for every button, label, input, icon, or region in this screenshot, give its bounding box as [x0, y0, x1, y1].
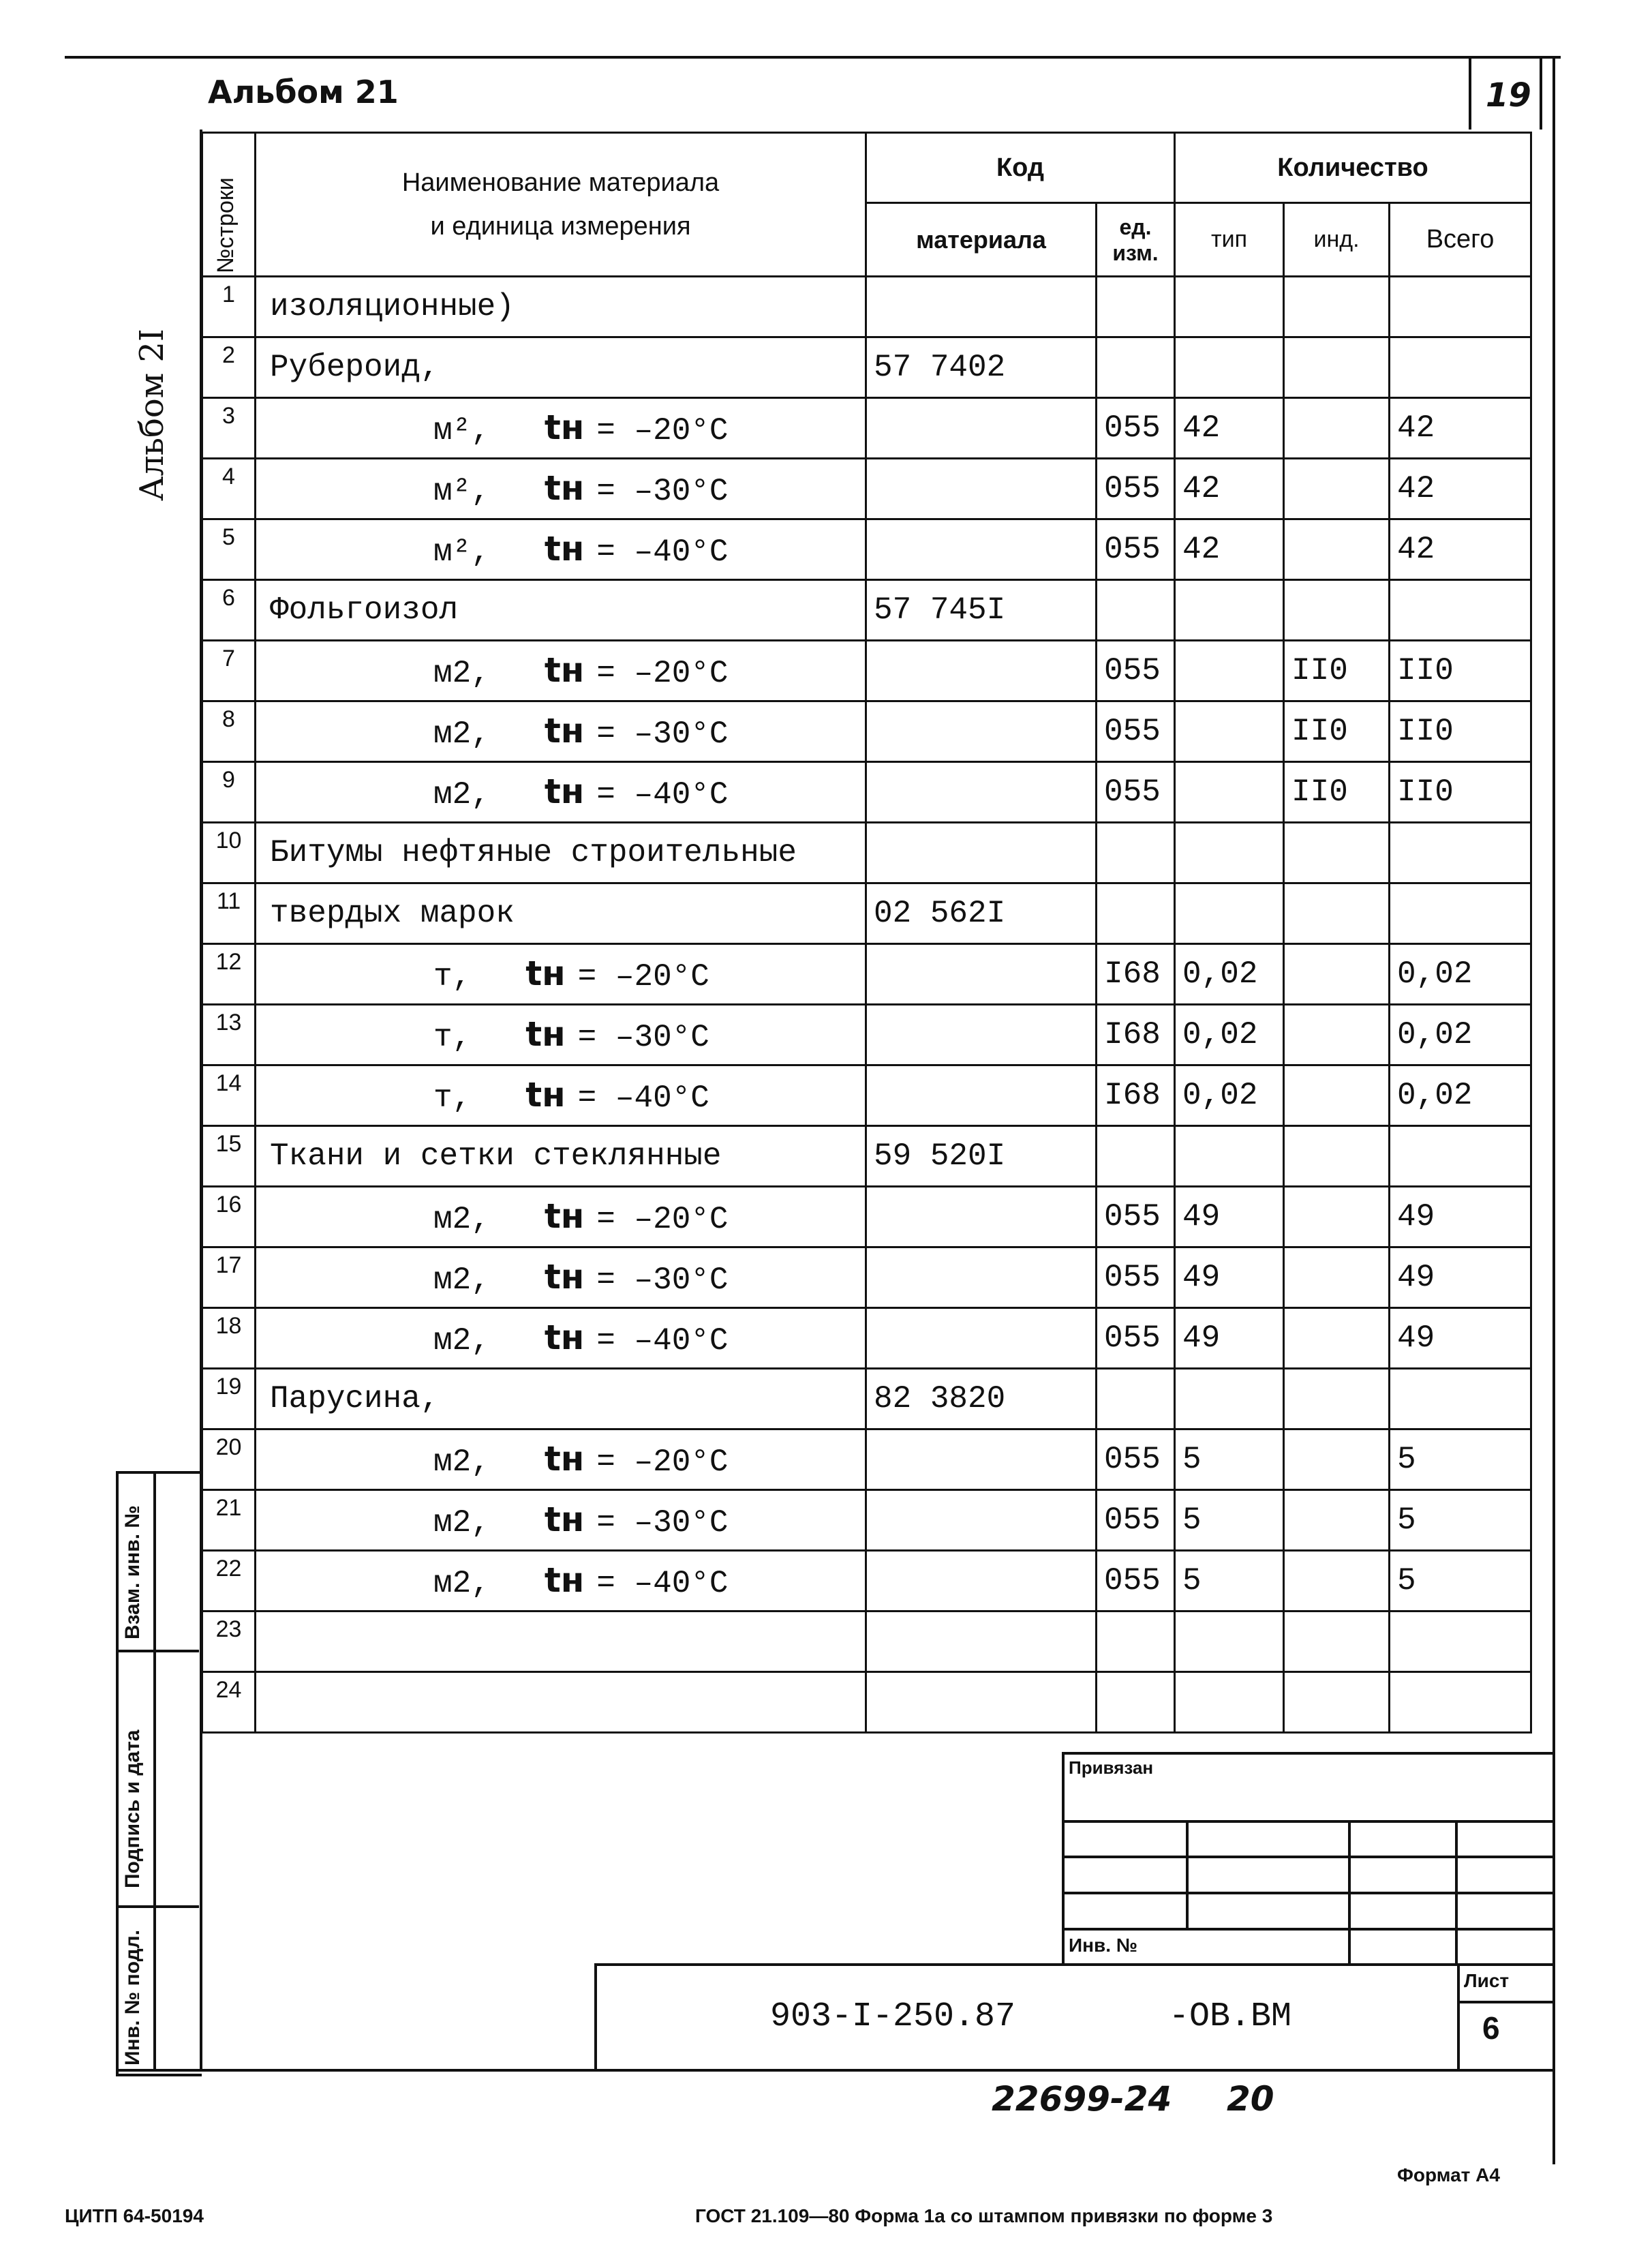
material-name-cell — [256, 519, 866, 580]
material-name-cell: Парусина, — [256, 1369, 866, 1429]
material-code — [866, 823, 1097, 883]
qty-total: 5 — [1390, 1429, 1531, 1490]
col-unit-header: ед. изм. — [1097, 203, 1175, 277]
qty-type — [1175, 1369, 1284, 1429]
qty-type — [1175, 1126, 1284, 1187]
material-name-cell — [256, 1187, 866, 1247]
material-code — [866, 398, 1097, 459]
side-label-vzam: Взам. инв. № — [121, 1505, 144, 1639]
unit-code — [1097, 1611, 1175, 1672]
material-name-cell — [256, 1611, 866, 1672]
col-type-header: тип — [1175, 203, 1284, 277]
corner-page-number: 19 — [1486, 76, 1531, 115]
material-name-cell — [256, 1551, 866, 1611]
qty-ind — [1284, 459, 1390, 519]
unit-text: м², — [433, 413, 490, 449]
unit-text: м2, — [433, 716, 490, 752]
temperature-symbol: tн — [525, 1014, 566, 1054]
material-name-cell: твердых марок — [256, 883, 866, 944]
qty-type — [1175, 823, 1284, 883]
unit-code: 055 — [1097, 1308, 1175, 1369]
temperature-value: = –20°C — [596, 1444, 729, 1480]
unit-text: т, — [433, 1080, 472, 1116]
table-row — [202, 1369, 1531, 1429]
table-row — [202, 883, 1531, 944]
qty-type: 49 — [1175, 1187, 1284, 1247]
qty-ind — [1284, 1187, 1390, 1247]
unit-code — [1097, 580, 1175, 641]
qty-total — [1390, 823, 1531, 883]
unit-code — [1097, 337, 1175, 398]
qty-type — [1175, 337, 1284, 398]
temperature-symbol: tн — [544, 1196, 585, 1236]
table-row — [202, 1611, 1531, 1672]
table-row — [202, 1429, 1531, 1490]
top-border — [65, 56, 1561, 59]
material-code — [866, 1429, 1097, 1490]
unit-text: м2, — [433, 1262, 490, 1298]
qty-total — [1390, 277, 1531, 337]
unit-code: 055 — [1097, 1490, 1175, 1551]
material-code — [866, 1672, 1097, 1733]
qty-ind — [1284, 1611, 1390, 1672]
doc-suffix: -ОВ.ВМ — [1169, 1997, 1292, 2036]
table-row — [202, 1126, 1531, 1187]
row-number: 23 — [202, 1611, 256, 1672]
qty-ind — [1284, 398, 1390, 459]
unit-text: т, — [433, 1020, 472, 1055]
row-number: 8 — [202, 701, 256, 762]
table-row — [202, 1490, 1531, 1551]
material-name-cell — [256, 944, 866, 1005]
row-number: 1 — [202, 277, 256, 337]
qty-type: 42 — [1175, 398, 1284, 459]
material-name-cell — [256, 1490, 866, 1551]
row-number: 15 — [202, 1126, 256, 1187]
material-code — [866, 944, 1097, 1005]
table-row — [202, 459, 1531, 519]
unit-code: 055 — [1097, 519, 1175, 580]
table-row — [202, 701, 1531, 762]
qty-ind — [1284, 823, 1390, 883]
unit-code — [1097, 1369, 1175, 1429]
qty-ind — [1284, 944, 1390, 1005]
material-code: 57 7402 — [866, 337, 1097, 398]
qty-ind — [1284, 1247, 1390, 1308]
title-sheet-line — [1457, 2001, 1552, 2003]
table-row — [202, 1247, 1531, 1308]
table-row — [202, 823, 1531, 883]
title-sheet-divider — [1457, 1963, 1460, 2069]
qty-total: 49 — [1390, 1247, 1531, 1308]
qty-type — [1175, 580, 1284, 641]
qty-type — [1175, 883, 1284, 944]
unit-text: м2, — [433, 1566, 490, 1601]
material-code — [866, 1247, 1097, 1308]
qty-ind — [1284, 1551, 1390, 1611]
row-number: 18 — [202, 1308, 256, 1369]
table-row — [202, 1672, 1531, 1733]
qty-total: 0,02 — [1390, 944, 1531, 1005]
qty-ind — [1284, 1490, 1390, 1551]
table-row — [202, 1187, 1531, 1247]
qty-total: 0,02 — [1390, 1005, 1531, 1065]
album-title: Альбом 21 — [208, 74, 399, 110]
side-label-podpis: Подпись и дата — [121, 1729, 144, 1888]
col-code-header: Код — [866, 133, 1175, 203]
unit-code: 055 — [1097, 641, 1175, 701]
table-row — [202, 1551, 1531, 1611]
material-name-cell — [256, 1247, 866, 1308]
temperature-symbol: tн — [544, 711, 585, 751]
unit-code — [1097, 823, 1175, 883]
side-stamp-sep-2 — [116, 1905, 199, 1908]
binding-label: Привязан — [1069, 1757, 1154, 1778]
materials-table — [201, 132, 1532, 1734]
binding-line-4 — [1062, 1928, 1552, 1931]
binding-col-1 — [1186, 1820, 1189, 1929]
row-number: 9 — [202, 762, 256, 823]
footer-gost: ГОСТ 21.109—80 Форма 1а со штампом привязки по форме 3 — [695, 2205, 1273, 2226]
material-name-cell — [256, 1065, 866, 1126]
binding-stamp — [1062, 1752, 1555, 1966]
qty-ind — [1284, 277, 1390, 337]
row-number: 14 — [202, 1065, 256, 1126]
qty-total — [1390, 580, 1531, 641]
qty-ind — [1284, 580, 1390, 641]
material-name-cell: Битумы нефтяные строительные — [256, 823, 866, 883]
material-code: 59 520I — [866, 1126, 1097, 1187]
footer-left-code: ЦИТП 64-50194 — [65, 2205, 204, 2226]
col-total-header: Всего — [1390, 203, 1531, 277]
temperature-value: = –40°C — [596, 777, 729, 813]
material-code — [866, 641, 1097, 701]
temperature-value: = –30°C — [596, 1505, 729, 1541]
sheet-label: Лист — [1464, 1970, 1510, 1991]
row-number: 22 — [202, 1551, 256, 1611]
material-code: 02 562I — [866, 883, 1097, 944]
material-name-cell: Фольгоизол — [256, 580, 866, 641]
unit-code: 055 — [1097, 1187, 1175, 1247]
inv-no-label: Инв. № — [1069, 1935, 1138, 1956]
qty-ind: II0 — [1284, 641, 1390, 701]
qty-type: 0,02 — [1175, 944, 1284, 1005]
unit-code: 055 — [1097, 459, 1175, 519]
material-name-cell: изоляционные) — [256, 277, 866, 337]
temperature-value: = –20°C — [596, 1202, 729, 1237]
material-name-cell — [256, 1308, 866, 1369]
material-code — [866, 1490, 1097, 1551]
row-number: 12 — [202, 944, 256, 1005]
material-name-cell — [256, 1672, 866, 1733]
temperature-symbol: tн — [544, 772, 585, 811]
binding-col-3 — [1455, 1820, 1458, 1963]
unit-text: м2, — [433, 1323, 490, 1359]
row-number: 17 — [202, 1247, 256, 1308]
temperature-symbol: tн — [525, 954, 566, 993]
material-name-cell: Ткани и сетки стеклянные — [256, 1126, 866, 1187]
qty-type: 49 — [1175, 1247, 1284, 1308]
qty-type: 5 — [1175, 1490, 1284, 1551]
row-number: 24 — [202, 1672, 256, 1733]
material-code — [866, 762, 1097, 823]
temperature-value: = –40°C — [596, 534, 729, 570]
handwritten-number-2: 20 — [1227, 2079, 1274, 2119]
qty-type — [1175, 701, 1284, 762]
qty-ind — [1284, 1065, 1390, 1126]
qty-type: 49 — [1175, 1308, 1284, 1369]
temperature-symbol: tн — [544, 1318, 585, 1357]
binding-col-2 — [1348, 1820, 1351, 1963]
temperature-value: = –30°C — [596, 716, 729, 752]
unit-code: 055 — [1097, 1247, 1175, 1308]
unit-text: м², — [433, 474, 490, 509]
qty-total: 42 — [1390, 459, 1531, 519]
qty-type: 42 — [1175, 459, 1284, 519]
col-ind-header: инд. — [1284, 203, 1390, 277]
side-stamp-sep-1 — [116, 1650, 199, 1652]
unit-text: м2, — [433, 1505, 490, 1541]
temperature-value: = –20°C — [596, 413, 729, 449]
table-row — [202, 519, 1531, 580]
material-code — [866, 1065, 1097, 1126]
material-name-cell — [256, 701, 866, 762]
material-name-cell — [256, 398, 866, 459]
temperature-symbol: tн — [544, 1439, 585, 1479]
qty-type — [1175, 1672, 1284, 1733]
unit-text: м², — [433, 534, 490, 570]
album-side-label: Альбом 2I — [133, 329, 171, 501]
material-code — [866, 519, 1097, 580]
row-number: 13 — [202, 1005, 256, 1065]
temperature-value: = –40°C — [596, 1323, 729, 1359]
qty-type: 5 — [1175, 1551, 1284, 1611]
binding-line-2 — [1062, 1856, 1552, 1858]
table-row — [202, 337, 1531, 398]
temperature-value: = –20°C — [577, 959, 709, 995]
table-row — [202, 641, 1531, 701]
qty-type: 42 — [1175, 519, 1284, 580]
row-number: 11 — [202, 883, 256, 944]
row-number: 6 — [202, 580, 256, 641]
sheet-number: 6 — [1482, 2010, 1500, 2046]
table-row — [202, 762, 1531, 823]
temperature-symbol: tн — [544, 1560, 585, 1600]
qty-type: 0,02 — [1175, 1005, 1284, 1065]
material-name-cell — [256, 1005, 866, 1065]
material-name-cell — [256, 459, 866, 519]
table-row — [202, 580, 1531, 641]
qty-ind — [1284, 1429, 1390, 1490]
qty-total — [1390, 883, 1531, 944]
unit-code — [1097, 1126, 1175, 1187]
binding-line-1 — [1062, 1820, 1552, 1823]
qty-ind — [1284, 1672, 1390, 1733]
unit-code: I68 — [1097, 1065, 1175, 1126]
temperature-value: = –20°C — [596, 656, 729, 691]
temperature-symbol: tн — [544, 468, 585, 508]
material-code — [866, 1308, 1097, 1369]
material-code: 82 3820 — [866, 1369, 1097, 1429]
qty-total: 5 — [1390, 1490, 1531, 1551]
temperature-symbol: tн — [544, 1257, 585, 1297]
qty-ind: II0 — [1284, 762, 1390, 823]
material-code — [866, 277, 1097, 337]
qty-ind — [1284, 519, 1390, 580]
col-name-header: Наименование материала и единица измерения — [256, 133, 866, 277]
material-name-cell — [256, 641, 866, 701]
qty-ind — [1284, 1126, 1390, 1187]
qty-ind — [1284, 883, 1390, 944]
row-number: 7 — [202, 641, 256, 701]
doc-code: 903-I-250.87 — [770, 1997, 1016, 2036]
unit-code: I68 — [1097, 1005, 1175, 1065]
unit-text: м2, — [433, 777, 490, 813]
material-name-cell: Рубероид, — [256, 337, 866, 398]
temperature-value: = –30°C — [596, 1262, 729, 1298]
qty-total: 5 — [1390, 1551, 1531, 1611]
row-number: 4 — [202, 459, 256, 519]
temperature-value: = –30°C — [577, 1020, 709, 1055]
row-number: 16 — [202, 1187, 256, 1247]
format-label: Формат А4 — [1397, 2164, 1500, 2185]
qty-type: 0,02 — [1175, 1065, 1284, 1126]
temperature-symbol: tн — [544, 650, 585, 690]
unit-code: 055 — [1097, 398, 1175, 459]
unit-text: т, — [433, 959, 472, 995]
material-code — [866, 1611, 1097, 1672]
table-row — [202, 944, 1531, 1005]
unit-code: 055 — [1097, 701, 1175, 762]
row-number: 5 — [202, 519, 256, 580]
row-number: 3 — [202, 398, 256, 459]
qty-ind — [1284, 1308, 1390, 1369]
qty-type: 5 — [1175, 1429, 1284, 1490]
row-number: 20 — [202, 1429, 256, 1490]
qty-type — [1175, 1611, 1284, 1672]
row-number: 10 — [202, 823, 256, 883]
qty-ind — [1284, 1005, 1390, 1065]
qty-total: 49 — [1390, 1308, 1531, 1369]
qty-total: II0 — [1390, 701, 1531, 762]
unit-code: I68 — [1097, 944, 1175, 1005]
unit-text: м2, — [433, 1202, 490, 1237]
side-label-inv-podl: Инв. № подл. — [121, 1929, 144, 2065]
qty-total: II0 — [1390, 641, 1531, 701]
temperature-value: = –40°C — [577, 1080, 709, 1116]
temperature-symbol: tн — [544, 408, 585, 447]
row-number: 2 — [202, 337, 256, 398]
side-stamp-divider — [153, 1471, 156, 2071]
qty-total: 42 — [1390, 519, 1531, 580]
material-code — [866, 459, 1097, 519]
qty-total: 42 — [1390, 398, 1531, 459]
qty-type — [1175, 641, 1284, 701]
qty-ind — [1284, 1369, 1390, 1429]
title-block — [594, 1963, 1555, 2072]
unit-code — [1097, 1672, 1175, 1733]
binding-line-3 — [1062, 1892, 1552, 1894]
material-code — [866, 1005, 1097, 1065]
qty-total — [1390, 1611, 1531, 1672]
row-number: 19 — [202, 1369, 256, 1429]
unit-text: м2, — [433, 656, 490, 691]
qty-total: 49 — [1390, 1187, 1531, 1247]
unit-code: 055 — [1097, 1429, 1175, 1490]
unit-code: 055 — [1097, 762, 1175, 823]
table-row — [202, 277, 1531, 337]
table-row — [202, 398, 1531, 459]
col-qty-header: Количество — [1175, 133, 1531, 203]
table-row — [202, 1005, 1531, 1065]
unit-code: 055 — [1097, 1551, 1175, 1611]
material-code — [866, 1187, 1097, 1247]
qty-total: 0,02 — [1390, 1065, 1531, 1126]
qty-total: II0 — [1390, 762, 1531, 823]
qty-total — [1390, 337, 1531, 398]
col-rownum-header: №строки — [202, 133, 256, 277]
unit-code — [1097, 277, 1175, 337]
qty-ind: II0 — [1284, 701, 1390, 762]
row-number: 21 — [202, 1490, 256, 1551]
qty-type — [1175, 762, 1284, 823]
qty-total — [1390, 1126, 1531, 1187]
handwritten-number: 22699-24 — [992, 2079, 1172, 2119]
temperature-value: = –30°C — [596, 474, 729, 509]
temperature-symbol: tн — [544, 1500, 585, 1539]
material-name-cell — [256, 1429, 866, 1490]
table-row — [202, 1308, 1531, 1369]
material-code: 57 745I — [866, 580, 1097, 641]
material-name-cell — [256, 762, 866, 823]
qty-type — [1175, 277, 1284, 337]
table-row — [202, 1065, 1531, 1126]
temperature-symbol: tн — [544, 529, 585, 569]
qty-ind — [1284, 337, 1390, 398]
unit-text: м2, — [433, 1444, 490, 1480]
material-code — [866, 701, 1097, 762]
temperature-value: = –40°C — [596, 1566, 729, 1601]
material-code — [866, 1551, 1097, 1611]
col-material-header: материала — [866, 203, 1097, 277]
qty-total — [1390, 1672, 1531, 1733]
temperature-symbol: tн — [525, 1075, 566, 1115]
qty-total — [1390, 1369, 1531, 1429]
unit-code — [1097, 883, 1175, 944]
